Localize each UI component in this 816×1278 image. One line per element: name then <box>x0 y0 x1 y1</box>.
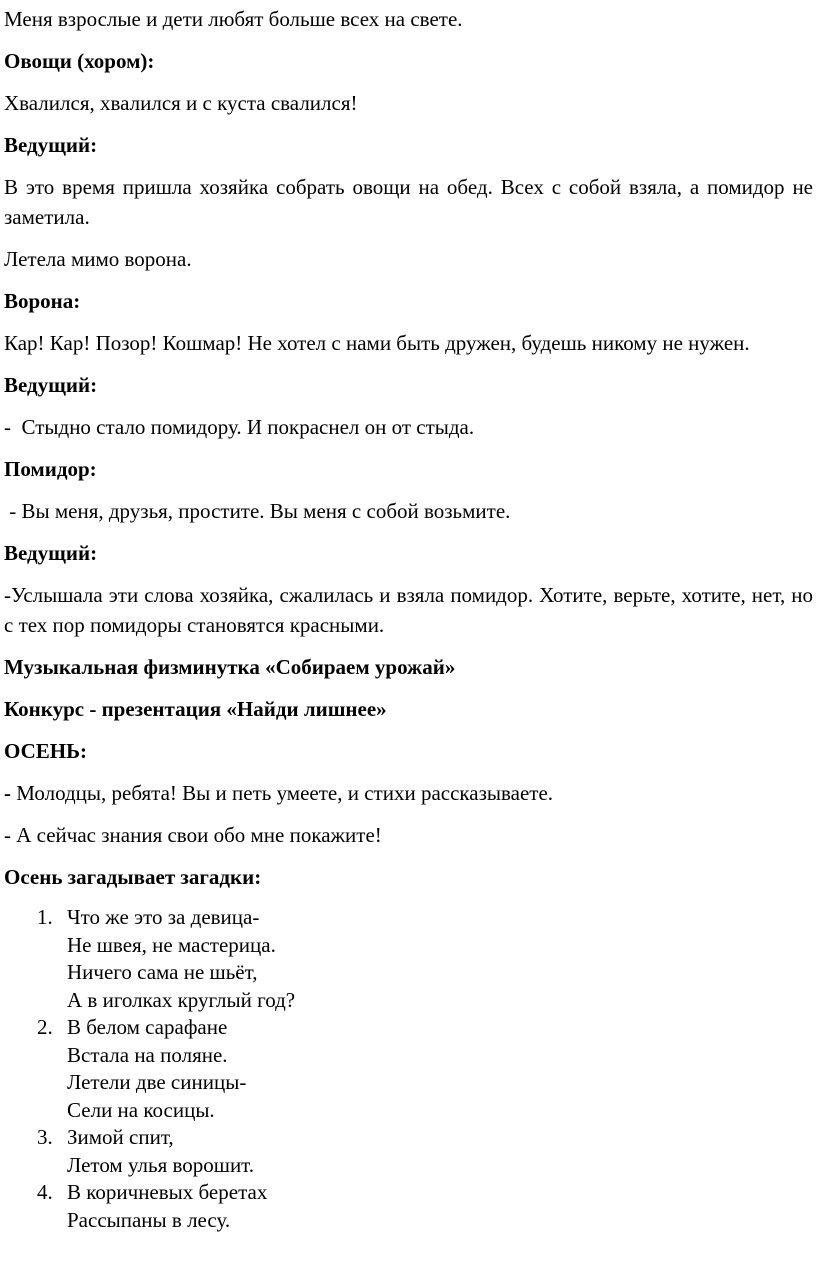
riddle-number: 4. <box>37 1180 53 1204</box>
section-heading-riddles: Осень загадывает загадки: <box>4 865 262 889</box>
dialogue-dash: - <box>4 781 17 805</box>
paragraph: - Стыдно стало помидору. И покраснел он от стыда. <box>4 415 475 439</box>
section-heading-phys-minute: Музыкальная физминутка «Собираем урожай» <box>4 655 456 679</box>
speaker-heading-autumn: ОСЕНЬ: <box>4 739 87 763</box>
riddle-line: Не швея, не мастерица. <box>67 932 276 957</box>
paragraph: В это время пришла хозяйка собрать овощи на обед. Всех с собой взяла, а помидор не заметила. <box>4 175 813 229</box>
section-heading-contest: Конкурс - презентация «Найди лишнее» <box>4 697 387 721</box>
speaker-heading-tomato: Помидор: <box>4 457 97 481</box>
riddle-line: Встала на поляне. <box>67 1042 228 1067</box>
paragraph: Хвалился, хвалился и с куста свалился! <box>4 91 358 115</box>
speaker-heading-host: Ведущий: <box>4 373 98 397</box>
riddle-line: В коричневых беретах <box>67 1180 268 1204</box>
paragraph-text: Молодцы, ребята! Вы и петь умеете, и стихи рассказываете. <box>16 781 554 805</box>
paragraph: Кар! Кар! Позор! Кошмар! Не хотел с нами быть дружен, будешь никому не нужен. <box>4 331 750 355</box>
riddle-number: 3. <box>37 1125 53 1149</box>
speaker-heading-vegetables: Овощи (хором): <box>4 49 155 73</box>
riddle-item <box>4 1124 813 1179</box>
speaker-heading-host: Ведущий: <box>4 133 98 157</box>
paragraph: - А сейчас знания свои обо мне покажите! <box>4 823 382 847</box>
riddle-line: А в иголках круглый год? <box>67 987 296 1012</box>
paragraph: -Услышала эти слова хозяйка, сжалилась и взяла помидор. Хотите, верьте, хотите, нет, но с тех пор помидоры становятся красными. <box>4 583 813 637</box>
riddle-line: Сели на косицы. <box>67 1097 215 1122</box>
paragraph: Летела мимо ворона. <box>4 247 192 271</box>
paragraph <box>4 778 813 808</box>
riddle-number: 2. <box>37 1015 53 1039</box>
riddle-item <box>4 904 813 1014</box>
paragraph: Меня взрослые и дети любят больше всех на свете. <box>4 7 463 31</box>
riddle-line: Летом улья ворошит. <box>67 1152 255 1177</box>
speaker-heading-host: Ведущий: <box>4 541 98 565</box>
paragraph: - Вы меня, друзья, простите. Вы меня с собой возьмите. <box>4 499 511 523</box>
riddle-item <box>4 1179 813 1234</box>
riddle-line: Рассыпаны в лесу. <box>67 1207 231 1232</box>
riddle-item <box>4 1014 813 1124</box>
riddle-line: В белом сарафане <box>67 1015 228 1039</box>
riddle-number: 1. <box>37 905 53 929</box>
riddle-line: Зимой спит, <box>67 1125 174 1149</box>
speaker-heading-crow: Ворона: <box>4 289 81 313</box>
riddle-list <box>4 904 813 1234</box>
riddle-line: Летели две синицы- <box>67 1070 247 1094</box>
riddle-line: Ничего сама не шьёт, <box>67 960 258 984</box>
riddle-line: Что же это за девица- <box>67 905 260 929</box>
